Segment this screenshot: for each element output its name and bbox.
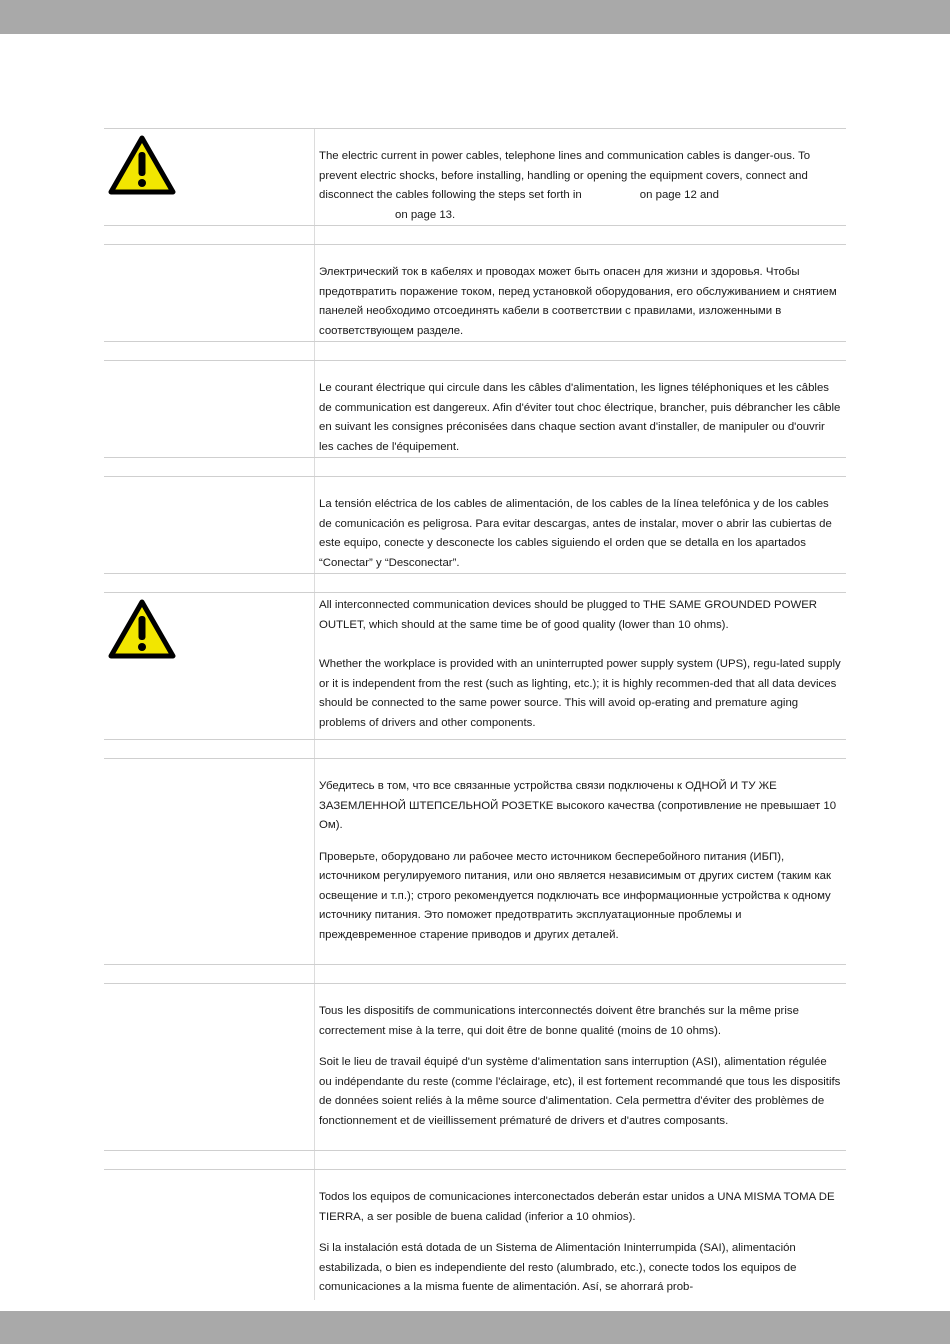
row-icon-cell	[104, 593, 315, 739]
row-text-cell	[315, 1170, 846, 1300]
paragraph: Проверьте, оборудовано ли рабочее место источником бесперебойного питания (ИБП), источником регулируемого питания, или оно является независимым от других систем (таким как освещение и т.п.); строго рекомендуется подключать все информационные устройства к одному источнику питания. Это поможет предотвратить эксплуатационные проблемы и преждевременное старение приводов и других деталей.	[319, 850, 831, 941]
bottom-bar	[0, 1311, 950, 1344]
row-icon-cell	[104, 245, 315, 341]
row-icon-cell	[104, 129, 315, 225]
row-icon-cell	[104, 759, 315, 964]
safety-row	[104, 128, 846, 225]
row-text-cell	[315, 245, 846, 341]
paragraph: La tensión eléctrica de los cables de alimentación, de los cables de la línea telefónica y de los cables de comunicación es peligrosa. Para evitar descargas, antes de instalar, mover o abrir las cubiertas de este equipo, conecte y desconecte los cables siguiendo el orden que se detalla en los apartados “Conectar” y “Desconectar”.	[319, 498, 832, 569]
row-spacer	[104, 573, 846, 592]
paragraph: Убедитесь в том, что все связанные устройства связи подключены к ОДНОЙ И ТУ ЖЕ ЗАЗЕМЛЕННОЙ ШТЕПСЕЛЬНОЙ РОЗЕТКЕ высокого качества (сопротивление не превышает 10 Ом).	[319, 780, 837, 831]
row-icon-cell	[104, 361, 315, 457]
row-text-cell	[315, 361, 846, 457]
row-text-cell	[315, 477, 846, 573]
safety-row	[104, 758, 846, 964]
warning-triangle-icon	[108, 135, 176, 195]
row-spacer	[104, 964, 846, 983]
paragraph: Электрический ток в кабелях и проводах может быть опасен для жизни и здоровья. Чтобы предотвратить поражение током, перед установкой оборудования, его обслуживанием и снятием панелей необходимо отсоединять кабели в соответствии с правилами, изложенными в соответствующем разделе.	[319, 266, 837, 337]
cross-reference[interactable]: on page 13.	[395, 208, 456, 221]
paragraph: Si la instalación está dotada de un Sistema de Alimentación Ininterrumpida (SAI), alimentación estabilizada, o bien es independiente del resto (alumbrado, etc.), conecte todos los equipos de comunicaciones a la misma fuente de alimentación. Así, se ahorrará prob-	[319, 1242, 797, 1293]
safety-row	[104, 476, 846, 573]
safety-table	[104, 128, 846, 1300]
warning-triangle-icon	[108, 599, 176, 659]
safety-row	[104, 592, 846, 739]
row-spacer	[104, 1150, 846, 1169]
row-spacer	[104, 341, 846, 360]
safety-row	[104, 244, 846, 341]
row-spacer	[104, 225, 846, 244]
paragraph: Todos los equipos de comunicaciones interconectados deberán estar unidos a UNA MISMA TOMA DE TIERRA, a ser posible de buena calidad (inferior a 10 ohmios).	[319, 1191, 835, 1223]
row-icon-cell	[104, 477, 315, 573]
row-spacer	[104, 457, 846, 476]
row-text-cell	[315, 984, 846, 1150]
row-spacer	[104, 739, 846, 758]
paragraph: Tous les dispositifs de communications interconnectés doivent être branchés sur la même prise correctement mise à la terre, qui doit être de bonne qualité (moins de 10 ohms).	[319, 1005, 799, 1037]
paragraph: All interconnected communication devices should be plugged to THE SAME GROUNDED POWER OUTLET, which should at the same time be of good quality (lower than 10 ohms).	[319, 599, 818, 631]
cross-reference[interactable]: on page 12	[639, 189, 697, 201]
row-icon-cell	[104, 1170, 315, 1300]
row-text-cell	[315, 593, 846, 739]
safety-row	[104, 983, 846, 1150]
row-text-cell	[315, 129, 846, 225]
paragraph: Soit le lieu de travail équipé d'un système d'alimentation sans interruption (ASI), alimentation régulée ou indépendante du reste (comme l'éclairage, etc), il est fortement recommandé que tous les dispositifs de données soient reliés à la même source d'alimentation. Cela permettra d'éviter des problèmes de fonctionnement et de vieillissement prématuré de drivers et d'autres composants.	[319, 1056, 841, 1127]
paragraph: Whether the workplace is provided with an uninterrupted power supply system (UPS), regu-lated supply or it is independent from the rest (such as lighting, etc.); it is highly recommen-ded that all data devices should be connected to the same power source. This will avoid op-erating and premature aging problems of drivers and other components.	[319, 658, 841, 729]
paragraph: The electric current in power cables, telephone lines and communication cables is danger-ous. To prevent electric shocks, before installing, handling or opening the equipment covers, connect and disconnect the cables following the steps set forth in on page 12 and on page 13.	[319, 150, 811, 221]
safety-row	[104, 360, 846, 457]
safety-row	[104, 1169, 846, 1300]
row-text-cell	[315, 759, 846, 964]
top-bar	[0, 0, 950, 34]
row-icon-cell	[104, 984, 315, 1150]
paragraph: Le courant électrique qui circule dans les câbles d'alimentation, les lignes téléphoniques et les câbles de communication est dangereux. Afin d'éviter tout choc électrique, brancher, puis débrancher les câble en suivant les consignes préconisées dans chaque section avant d'installer, de manipuler ou d'ouvrir les caches de l'équipement.	[319, 382, 841, 453]
